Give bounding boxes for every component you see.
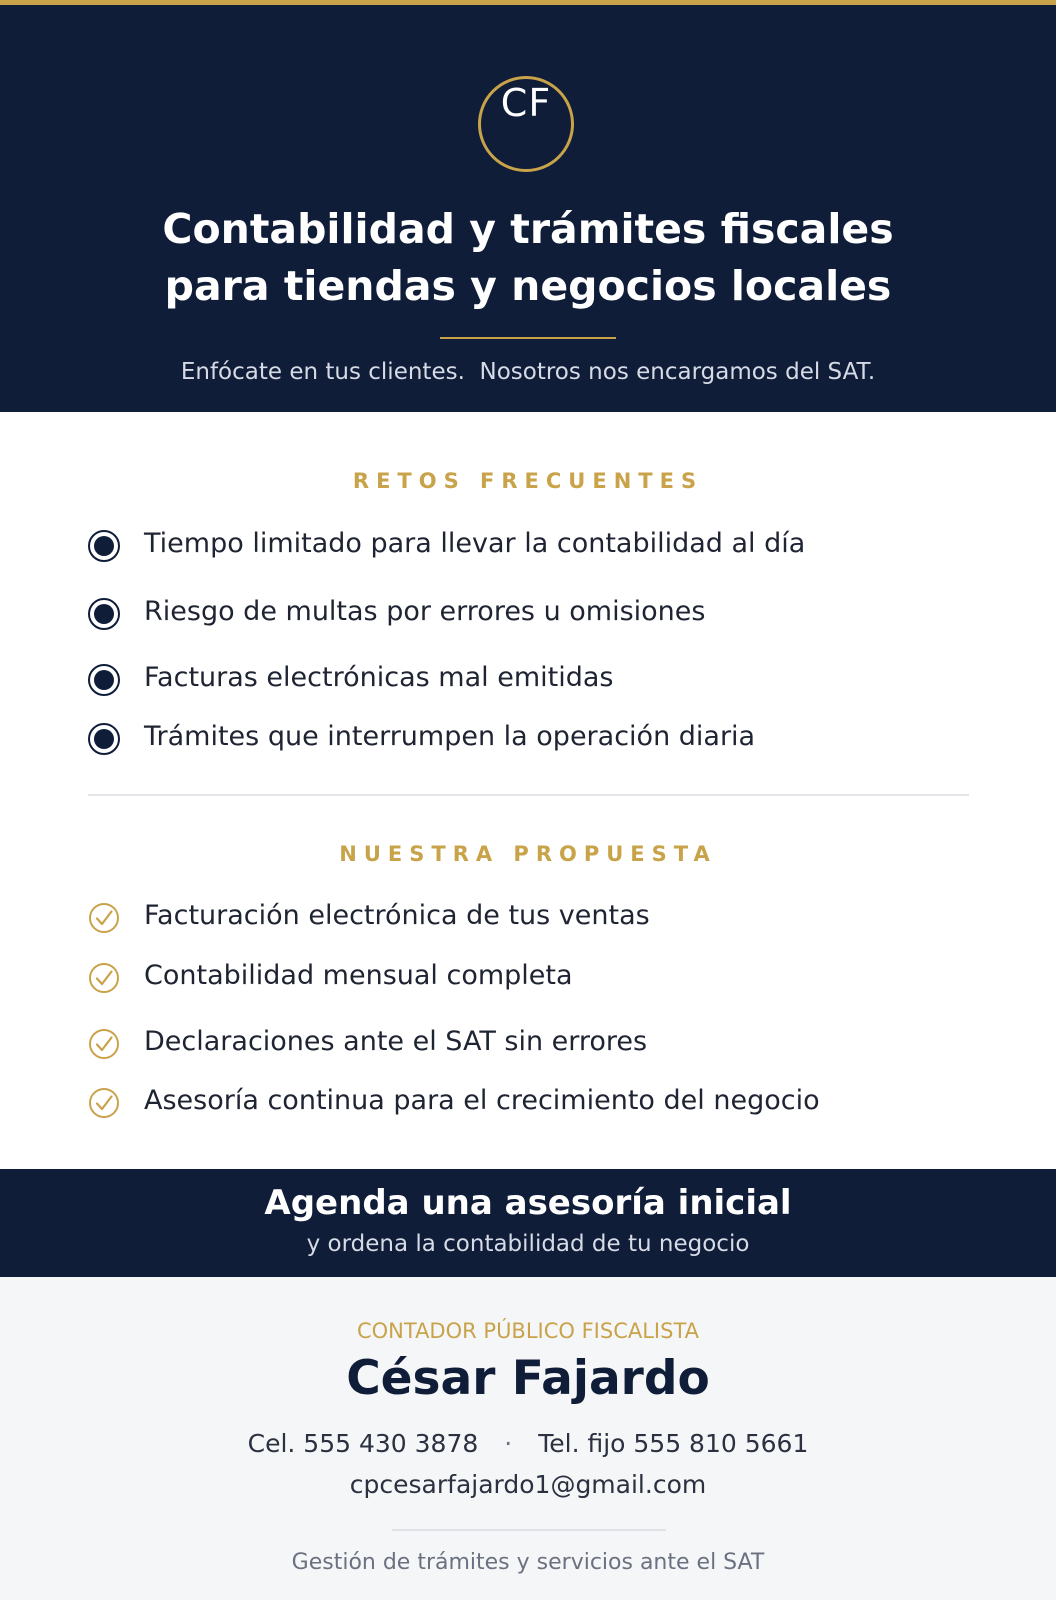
proposal-text: Declaraciones ante el SAT sin errores: [144, 1026, 648, 1057]
challenge-text: Riesgo de multas por errores u omisiones: [144, 596, 706, 627]
logo-text: CF: [500, 81, 552, 125]
cta-banner: [0, 1169, 1056, 1277]
challenge-text: Tiempo limitado para llevar la contabilidad al día: [144, 528, 806, 559]
challenge-item: [88, 717, 988, 757]
circle-bullet-icon: [88, 664, 120, 696]
proposal-item: [88, 1022, 988, 1062]
proposal-item: [88, 896, 988, 936]
challenge-text: Facturas electrónicas mal emitidas: [144, 662, 614, 693]
cf-logo: [478, 76, 574, 172]
circle-bullet-icon: [88, 530, 120, 562]
contact-footer: [0, 1277, 1056, 1600]
proposal-text: Asesoría continua para el crecimiento del negocio: [144, 1085, 820, 1116]
proposal-text: Facturación electrónica de tus ventas: [144, 900, 650, 931]
challenge-item: [88, 592, 988, 632]
proposal-item: [88, 956, 988, 996]
contact-email: cpcesarfajardo1@gmail.com: [349, 1470, 707, 1499]
cta-heading: Agenda una asesoría inicial: [264, 1183, 792, 1223]
footer-divider: [392, 1529, 666, 1531]
challenge-text: Trámites que interrumpen la operación diaria: [144, 721, 756, 752]
challenge-item: [88, 524, 988, 564]
contact-role: CONTADOR PÚBLICO FISCALISTA: [356, 1319, 700, 1343]
circle-bullet-icon: [88, 598, 120, 630]
tagline: Enfócate en tus clientes. Nosotros nos encargamos del SAT.: [180, 359, 876, 385]
header-banner: [0, 5, 1056, 412]
proposal-text: Contabilidad mensual completa: [144, 960, 573, 991]
challenges-title: RETOS FRECUENTES: [352, 469, 704, 493]
cta-subheading: y ordena la contabilidad de tu negocio: [306, 1231, 750, 1257]
check-circle-icon: [88, 962, 120, 994]
phone-separator: ·: [504, 1429, 513, 1458]
footer-note: Gestión de trámites y servicios ante el SAT: [291, 1550, 765, 1575]
title-line-2: para tiendas y negocios locales: [164, 262, 892, 310]
title-line-1: Contabilidad y trámites fiscales: [162, 205, 894, 253]
section-divider: [88, 794, 969, 796]
proposal-title: NUESTRA PROPUESTA: [339, 842, 717, 866]
check-circle-icon: [88, 902, 120, 934]
check-circle-icon: [88, 1087, 120, 1119]
landline-phone: Tel. fijo 555 810 5661: [538, 1429, 809, 1458]
title-divider: [440, 337, 616, 339]
circle-bullet-icon: [88, 723, 120, 755]
page-title: [0, 201, 1056, 315]
proposal-item: [88, 1081, 988, 1121]
contact-name: César Fajardo: [346, 1351, 710, 1406]
cell-phone: Cel. 555 430 3878: [247, 1429, 479, 1458]
challenge-item: [88, 658, 988, 698]
check-circle-icon: [88, 1028, 120, 1060]
contact-phones: [0, 1429, 1056, 1458]
